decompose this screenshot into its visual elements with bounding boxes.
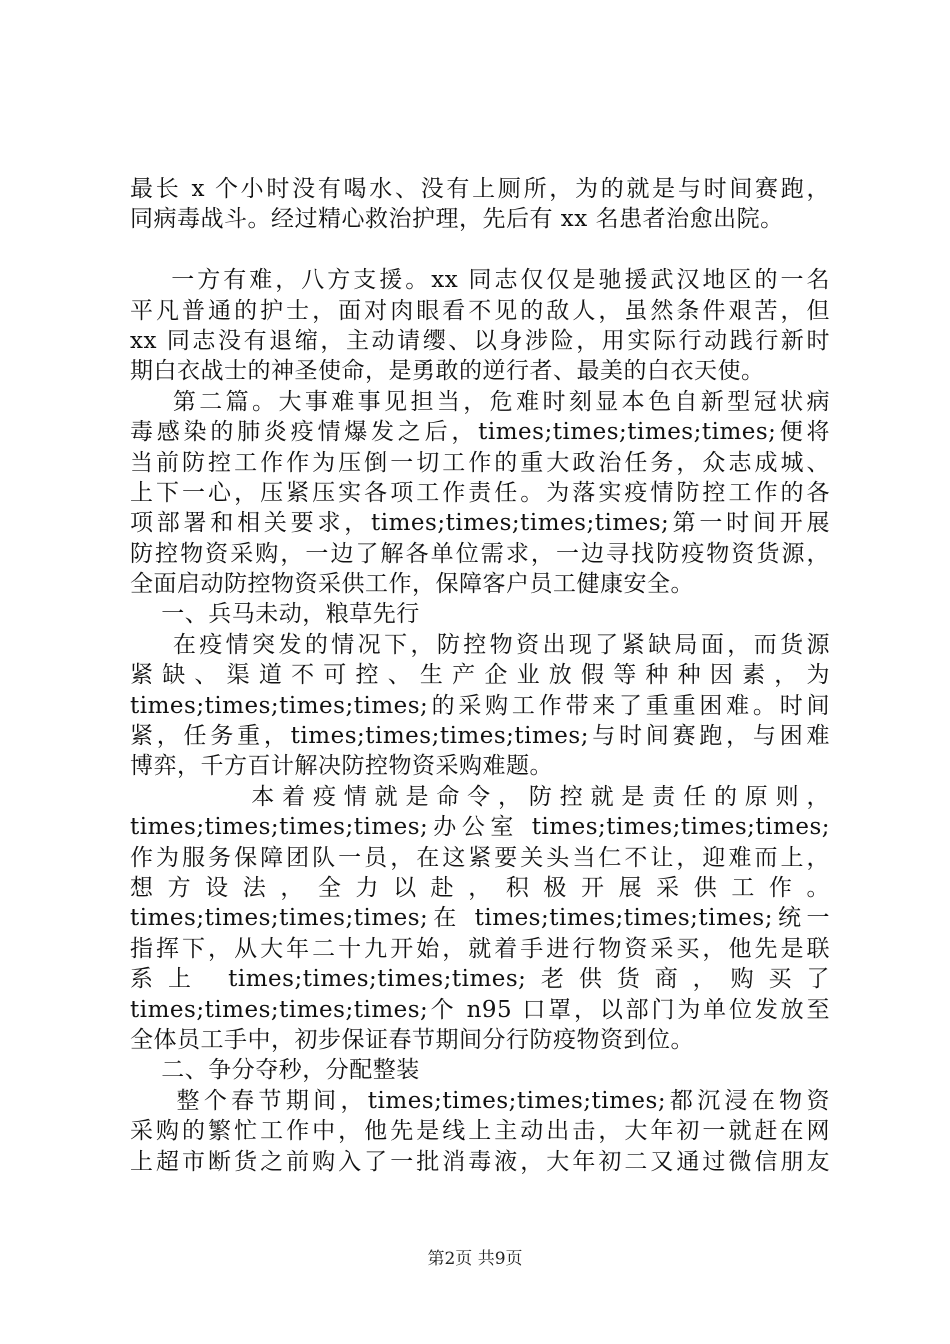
text-line: 在疫情突发的情况下，防控物资出现了紧缺局面，而货源 [130, 631, 830, 658]
text-line: xx 同志没有退缩，主动请缨、以身涉险，用实际行动践行新时 [130, 327, 830, 354]
text-line: 采购的繁忙工作中，他先是线上主动出击，大年初一就赶在网 [130, 1118, 830, 1145]
text-line: 整个春节期间，times;times;times;times;都沉浸在物资 [130, 1087, 830, 1114]
text-line: 项部署和相关要求，times;times;times;times;第一时间开展 [130, 510, 830, 537]
text-line: 指挥下，从大年二十九开始，就着手进行物资采买，他先是联 [130, 935, 830, 962]
text-line: times;times;times;times;在 times;times;times;times;统一 [130, 905, 830, 932]
text-line: times;times;times;times;的采购工作带来了重重困难。时间 [130, 692, 830, 719]
text-line: 全体员工手中，初步保证春节期间分行防疫物资到位。 [130, 1026, 694, 1053]
text-line: 博弈，千方百计解决防控物资采购难题。 [130, 753, 553, 780]
text-line: 防控物资采购，一边了解各单位需求，一边寻找防疫物资货源， [130, 540, 830, 567]
document-body [130, 174, 830, 1177]
text-line: 作为服务保障团队一员，在这紧要关头当仁不让，迎难而上， [130, 844, 830, 871]
text-line: 系上 times;times;times;times;老供货商，购买了 [130, 966, 830, 993]
text-line: 上下一心，压紧压实各项工作责任。为落实疫情防控工作的各 [130, 479, 830, 506]
text-line: times;times;times;times;办公室 times;times;times;times; [130, 814, 830, 841]
text-line: 紧缺、渠道不可控、生产企业放假等种种因素，为 [130, 662, 830, 689]
text-line: 全面启动防控物资采供工作，保障客户员工健康安全。 [130, 571, 694, 598]
text-line: 同病毒战斗。经过精心救治护理，先后有 xx 名患者治愈出院。 [130, 206, 784, 233]
text-line: 想方设法，全力以赴，积极开展采供工作。 [130, 874, 830, 901]
section-heading: 二、争分夺秒，分配整装 [130, 1057, 420, 1084]
page-footer: 第2页 共9页 [427, 1249, 523, 1269]
text-line: 第二篇。大事难事见担当，危难时刻显本色自新型冠状病 [130, 388, 830, 415]
text-line: 紧，任务重，times;times;times;times;与时间赛跑，与困难 [130, 723, 830, 750]
text-line: 期白衣战士的神圣使命，是勇敢的逆行者、最美的白衣天使。 [130, 358, 765, 385]
text-line: 毒感染的肺炎疫情爆发之后，times;times;times;times;便将 [130, 419, 830, 446]
paragraph-gap [130, 235, 830, 265]
text-line: 当前防控工作作为压倒一切工作的重大政治任务，众志成城、 [130, 449, 830, 476]
text-line: 上超市断货之前购入了一批消毒液，大年初二又通过微信朋友 [130, 1148, 830, 1175]
text-line: times;times;times;times;个 n95 口罩，以部门为单位发放至 [130, 996, 830, 1023]
text-line: 一方有难，八方支援。xx 同志仅仅是驰援武汉地区的一名 [130, 267, 830, 294]
text-line: 平凡普通的护士，面对肉眼看不见的敌人，虽然条件艰苦，但 [130, 297, 830, 324]
text-line: 本着疫情就是命令，防控就是责任的原则， [130, 783, 830, 810]
text-line: 最长 x 个小时没有喝水、没有上厕所，为的就是与时间赛跑， [130, 176, 830, 202]
section-heading: 一、兵马未动，粮草先行 [130, 601, 420, 628]
